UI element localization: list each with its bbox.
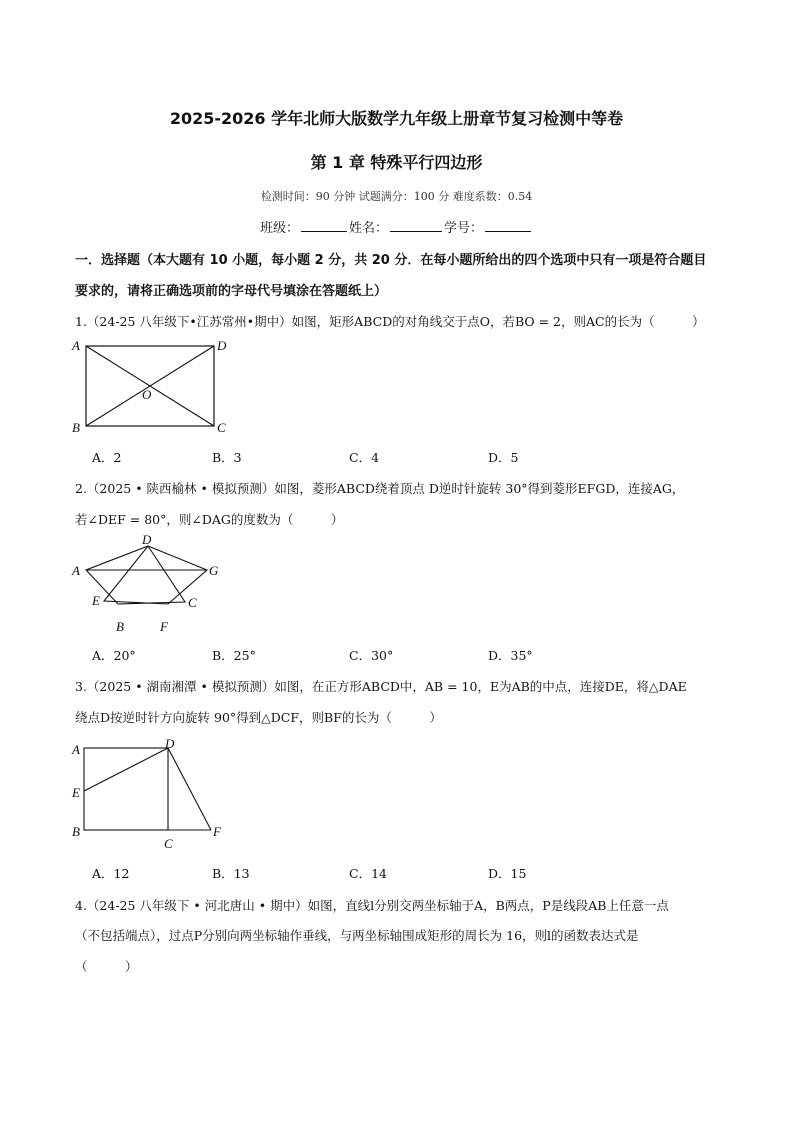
question-4-line2: （不包括端点），过点P分别向两坐标轴作垂线，与两坐标轴围成矩形的周长为 16，则l的函数表达式是	[75, 928, 639, 943]
name-label: 姓名：	[348, 221, 388, 236]
label-e: E	[92, 593, 100, 608]
page-subtitle: 第 1 章 特殊平行四边形	[310, 153, 483, 172]
question-3-option-b[interactable]: B．13	[212, 866, 250, 881]
question-3-figure	[70, 732, 240, 852]
label-a: A	[72, 338, 80, 353]
question-1-option-d[interactable]: D．5	[488, 450, 519, 465]
section-header-line1: 一．选择题（本大题有 10 小题，每小题 2 分，共 20 分．在每小题所给出的四个选项中只有一项是符合题目	[75, 253, 707, 268]
class-label: 班级：	[259, 221, 299, 236]
label-b: B	[72, 824, 80, 839]
segment-de	[84, 748, 168, 791]
label-a: A	[72, 563, 80, 578]
label-e: E	[72, 785, 80, 800]
question-2-line1: 2.（2025 • 陕西榆林 • 模拟预测）如图，菱形ABCD绕着顶点 D逆时针旋转 30°得到菱形EFGD，连接AG，	[75, 481, 685, 496]
square-abcd	[84, 748, 168, 830]
label-g: G	[209, 563, 219, 578]
label-d: D	[217, 338, 227, 353]
question-2-line2: 若∠DEF = 80°，则∠DAG的度数为（ ）	[75, 512, 344, 527]
question-3-line1: 3.（2025 • 湖南湘潭 • 模拟预测）如图，在正方形ABCD中，AB = 10，E为AB的中点，连接DE，将△DAE	[75, 679, 687, 694]
label-a: A	[72, 742, 80, 757]
question-1-option-c[interactable]: C．4	[349, 450, 380, 465]
question-3-option-c[interactable]: C．14	[349, 866, 387, 881]
question-2-option-b[interactable]: B．25°	[212, 648, 256, 663]
question-1-option-b[interactable]: B．3	[212, 450, 242, 465]
label-d: D	[142, 532, 152, 547]
label-d: D	[165, 736, 175, 751]
question-3-option-a[interactable]: A．12	[92, 866, 130, 881]
question-2-figure	[70, 532, 230, 636]
question-1-text: 1.（24-25 八年级下•江苏常州•期中）如图，矩形ABCD的对角线交于点O，若BO = 2，则AC的长为（ ）	[75, 314, 705, 329]
student-info-row	[0, 217, 793, 236]
label-o: O	[142, 387, 152, 402]
label-b: B	[116, 619, 124, 634]
question-2-option-c[interactable]: C．30°	[349, 648, 394, 663]
label-b: B	[72, 420, 80, 435]
label-c: C	[217, 420, 226, 435]
label-c: C	[188, 595, 197, 610]
question-2-option-a[interactable]: A．20°	[92, 648, 136, 663]
id-label: 学号：	[444, 221, 484, 236]
section-header-line2: 要求的，请将正确选项前的字母代号填涂在答题纸上）	[75, 284, 388, 299]
name-blank[interactable]	[390, 219, 442, 232]
class-blank[interactable]	[301, 219, 347, 232]
question-1-option-a[interactable]: A．2	[92, 450, 122, 465]
question-3-line2: 绕点D按逆时针方向旋转 90°得到△DCF，则BF的长为（ ）	[75, 710, 442, 725]
exam-meta: 检测时间：90 分钟 试题满分：100 分 难度系数：0.54	[260, 190, 533, 203]
question-3-option-d[interactable]: D．15	[488, 866, 527, 881]
question-2-option-d[interactable]: D．35°	[488, 648, 533, 663]
label-f: F	[160, 619, 168, 634]
question-4-line1: 4.（24-25 八年级下 • 河北唐山 • 期中）如图，直线l分别交两坐标轴于A，B两点，P是线段AB上任意一点	[75, 898, 669, 913]
label-f: F	[213, 824, 221, 839]
id-blank[interactable]	[485, 219, 531, 232]
page-title: 2025-2026 学年北师大版数学九年级上册章节复习检测中等卷	[169, 109, 624, 128]
segment-df	[168, 748, 211, 830]
question-4-line3: （ ）	[75, 959, 138, 974]
label-c: C	[164, 836, 173, 851]
question-1-figure	[70, 334, 240, 438]
